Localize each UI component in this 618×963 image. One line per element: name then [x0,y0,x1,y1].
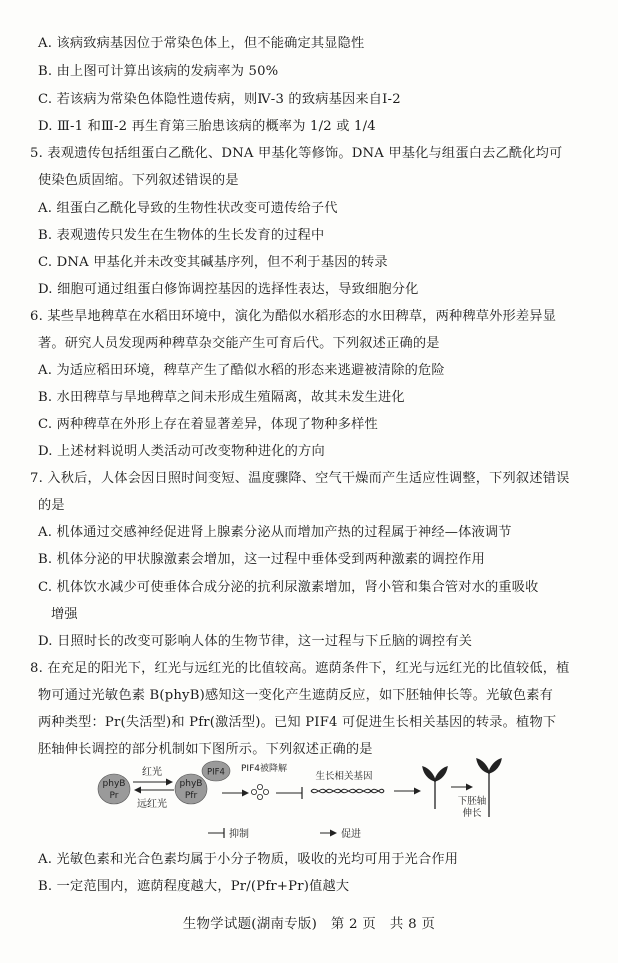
legend [208,827,361,840]
q4-option-c: C. 若该病为常染色体隐性遗传病，则Ⅳ-3 的致病基因来自Ⅰ-2 [38,92,401,107]
q7-option-d: D. 日照时长的改变可影响人体的生物节律，这一过程与下丘脑的调控有关 [38,634,473,649]
q8-option-b: B. 一定范围内，遮荫程度越大，Pr/(Pfr+Pr)值越大 [38,879,350,894]
q7-option-b: B. 机体分泌的甲状腺激素会增加，这一过程中垂体受到两种激素的调控作用 [38,552,486,567]
phyb-pr-label-top: phyB [102,779,126,789]
degraded-fragments-icon [251,784,268,799]
page-footer: 生物学试题(湖南专版) 第 2 页 共 8 页 [182,917,436,932]
q5-option-a: A. 组蛋白乙酰化导致的生物性状改变可遗传给子代 [38,201,338,216]
q8-stem-cont-2: 两种类型：Pr(失活型)和 Pfr(激活型)。已知 PIF4 可促进生长相关基因的转录。植物下 [38,715,557,730]
phyb-pr-label-bottom: Pr [109,791,119,801]
q8-stem: 8. 在充足的阳光下，红光与远红光的比值较高。遮荫条件下，红光与远红光的比值较低，植 [30,661,570,676]
q5-stem: 5. 表观遗传包括组蛋白乙酰化、DNA 甲基化等修饰。DNA 甲基化与组蛋白去乙酰化均可 [30,146,563,161]
pif4-node [202,761,230,781]
q6-option-c: C. 两种稗草在外形上存在着显著差异，体现了物种多样性 [38,417,378,432]
seedling-short-icon [423,767,447,809]
q5-option-b: B. 表观遗传只发生在生物体的生长发育的过程中 [38,228,325,243]
q7-stem-cont: 的是 [38,498,65,513]
q8-option-a: A. 光敏色素和光合色素均属于小分子物质，吸收的光均可用于光合作用 [38,852,459,867]
q8-stem-cont-3: 胚轴伸长调控的部分机制如下图所示。下列叙述正确的是 [38,742,373,757]
q6-stem-cont: 著。研究人员发现两种稗草杂交能产生可育后代。下列叙述正确的是 [38,336,440,351]
phyb-pfr-label-bottom: Pfr [184,791,198,801]
q6-stem: 6. 某些旱地稗草在水稻田环境中，演化为酷似水稻形态的水田稗草，两种稗草外形差异显 [30,309,557,324]
q8-stem-cont-1: 物可通过光敏色素 B(phyB)感知这一变化产生遮荫反应，如下胚轴伸长等。光敏色素有 [38,688,554,703]
phyb-pfr-label-top: phyB [179,779,203,789]
q5-option-d: D. 细胞可通过组蛋白修饰调控基因的选择性表达，导致细胞分化 [38,282,419,297]
legend-promote-label: 促进 [341,829,361,840]
pif4-label: PIF4 [207,767,225,778]
q4-option-b: B. 由上图可计算出该病的发病率为 50% [38,64,279,79]
q7-option-c: C. 机体饮水减少可使垂体合成分泌的抗利尿激素增加，肾小管和集合管对水的重吸收 [38,580,539,595]
phyb-pr-node [98,774,130,804]
phyb-pfr-node [175,774,207,804]
q4-option-a: A. 该病致病基因位于常染色体上，但不能确定其显隐性 [38,36,365,51]
legend-inhibit-label: 抑制 [229,829,249,840]
q4-option-d: D. Ⅲ-1 和Ⅲ-2 再生育第三胎患该病的概率为 1/2 或 1/4 [38,119,376,134]
far-red-light-label: 远红光 [137,799,167,810]
q6-option-b: B. 水田稗草与旱地稗草之间未形成生殖隔离，故其未发生进化 [38,390,405,405]
hypocotyl-label-line2: 伸长 [462,808,482,819]
q5-stem-cont: 使染色质固缩。下列叙述错误的是 [38,173,239,188]
q6-option-d: D. 上述材料说明人类活动可改变物种进化的方向 [38,444,325,459]
q5-option-c: C. DNA 甲基化并未改变其碱基序列，但不利于基因的转录 [38,255,388,270]
q7-option-a: A. 机体通过交感神经促进肾上腺素分泌从而增加产热的过程属于神经—体液调节 [38,525,512,540]
pif4-degraded-label: PIF4被降解 [241,764,287,774]
red-light-label: 红光 [142,767,162,778]
hypocotyl-label-line1: 下胚轴 [457,796,487,807]
q7-option-c-cont: 增强 [51,607,78,622]
q7-stem: 7. 入秋后，人体会因日照时间变短、温度骤降、空气干燥而产生适应性调整，下列叙述错误 [30,471,570,486]
q6-option-a: A. 为适应稻田环境，稗草产生了酷似水稻的形态来逃避被清除的危险 [38,363,445,378]
phyb-pif4-mechanism-diagram [96,757,536,841]
growth-genes-label: 生长相关基因 [315,771,373,782]
